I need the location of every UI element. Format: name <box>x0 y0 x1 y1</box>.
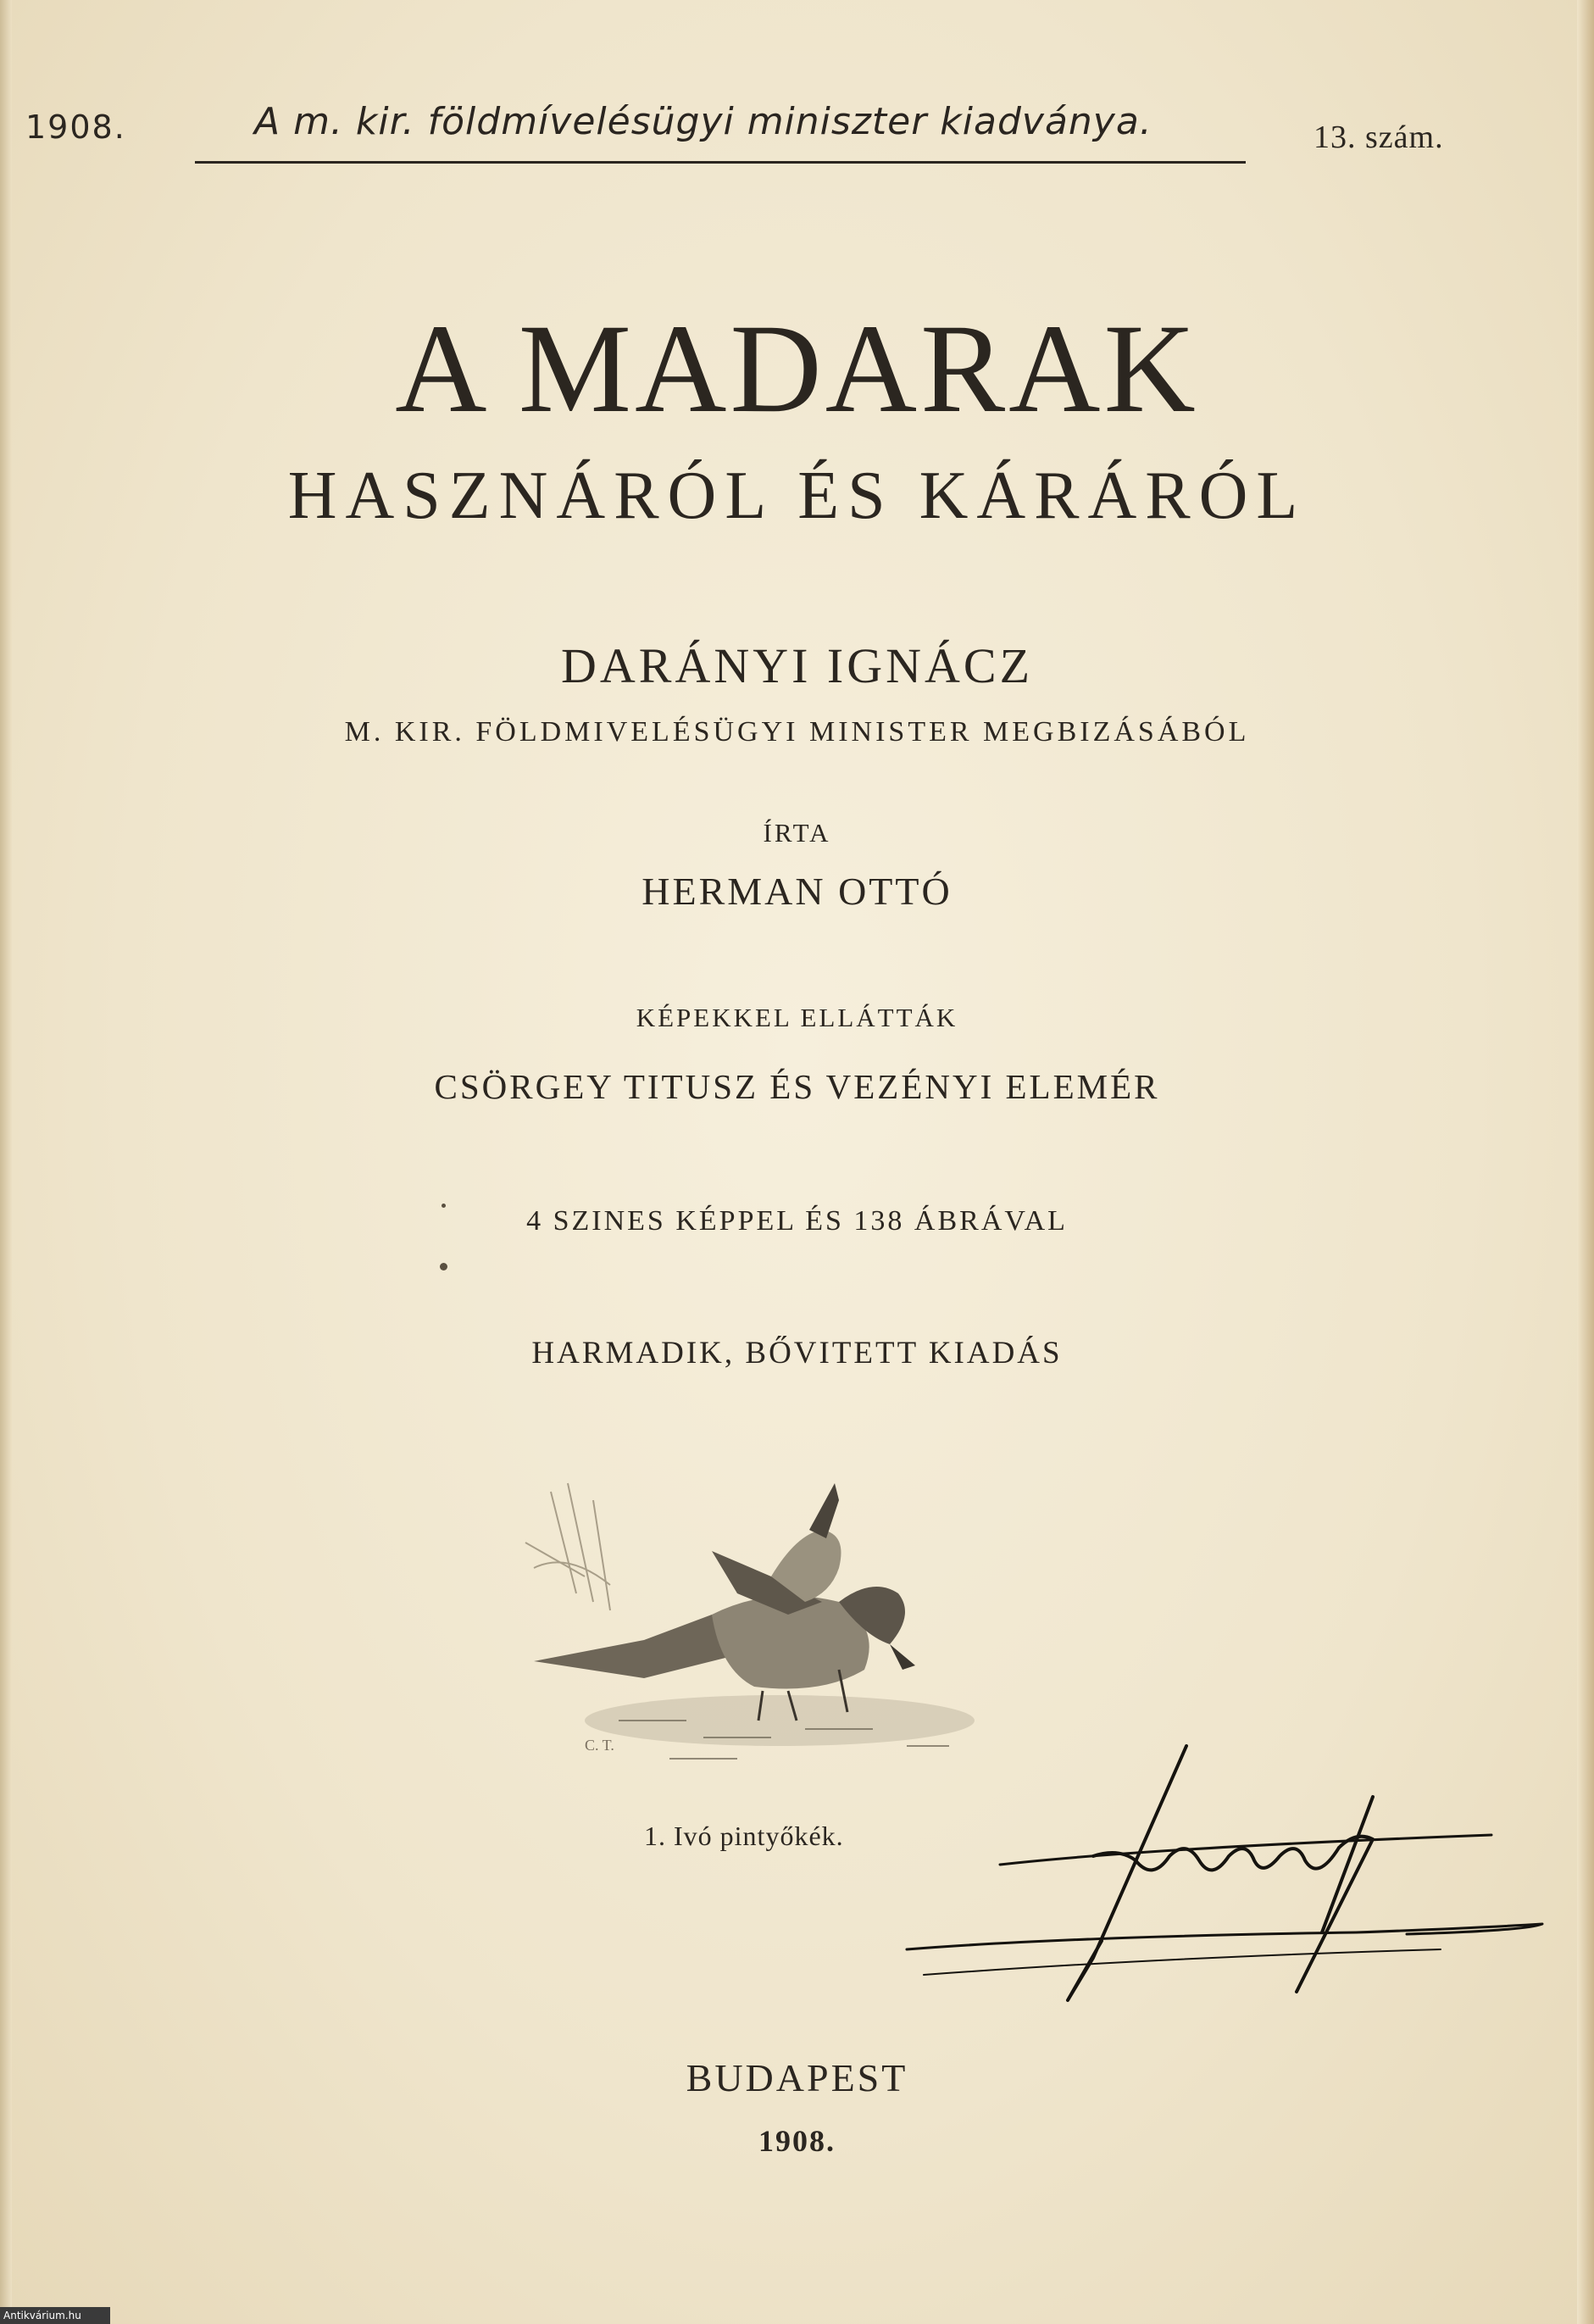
paper-speck <box>442 1204 446 1208</box>
author-name: HERMAN OTTÓ <box>641 870 953 913</box>
watermark-logo: Antikvárium.hu <box>0 2307 110 2324</box>
figure-caption: 1. Ivó pintyőkék. <box>644 1821 844 1851</box>
paper-speck <box>440 1263 447 1270</box>
author-label: ÍRTA <box>763 818 831 848</box>
edition-line: HARMADIK, BŐVITETT KIADÁS <box>531 1336 1063 1370</box>
illustrator-initials: C. T. <box>585 1737 614 1754</box>
header-issue-number: 13. szám. <box>1314 120 1444 155</box>
commissioner-name: DARÁNYI IGNÁCZ <box>560 638 1033 693</box>
header-rule <box>195 161 1246 164</box>
header-year: 1908. <box>25 108 126 146</box>
signature <box>898 1721 1551 2043</box>
illustrators-label: KÉPEKKEL ELLÁTTÁK <box>636 1003 958 1032</box>
illustrators-names: CSÖRGEY TITUSZ ÉS VEZÉNYI ELEMÉR <box>434 1067 1160 1106</box>
header-publisher: A m. kir. földmívelésügyi miniszter kiadványa. <box>254 100 1152 143</box>
illustrations-note: 4 SZINES KÉPPEL ÉS 138 ÁBRÁVAL <box>526 1205 1068 1237</box>
page-title: A MADARAK <box>395 298 1199 439</box>
commissioner-role: M. KIR. FÖLDMIVELÉSÜGYI MINISTER MEGBIZÁSÁBÓL <box>344 716 1250 748</box>
imprint-city: BUDAPEST <box>686 2056 908 2099</box>
imprint-year: 1908. <box>758 2124 836 2158</box>
page-subtitle: HASZNÁRÓL ÉS KÁRÁRÓL <box>287 459 1307 533</box>
